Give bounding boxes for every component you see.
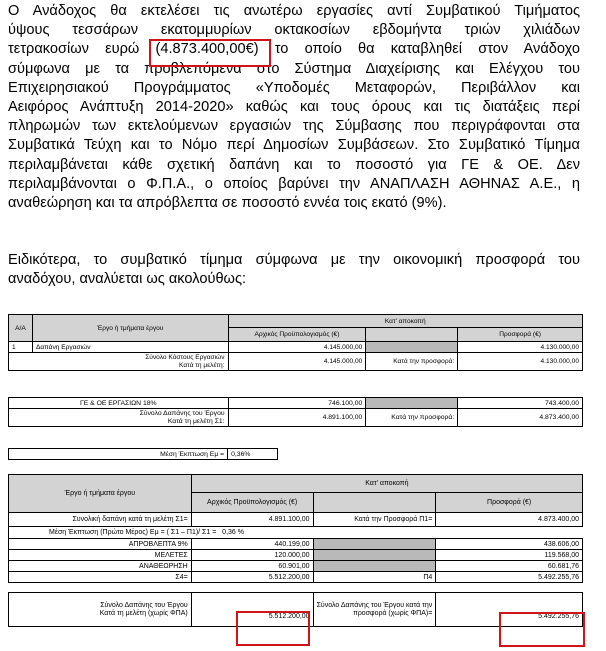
final-offer-highlight-box [499,612,585,647]
intro-paragraph [8,2,580,213]
col-work-header: Έργο ή τμήματα έργου [9,475,192,513]
intro-line: Επιχειρησιακού Προγράμματος «Υποδομές Μεταφορών, Περιβάλλον και [8,79,580,96]
extra-row-initial: 60.901,00 [191,561,313,572]
col-initial-header: Αρχικός Προϋπολογισμός (€) [228,328,366,342]
col-offer-header: Προσφορά (€) [436,493,583,513]
extra-row-mid: Π4 [313,572,436,583]
row-name: Δαπάνη Εργασιών [32,342,228,353]
discount-value: 0,36% [228,449,278,460]
ge-label: ΓΕ & ΟΕ ΕΡΓΑΣΙΩΝ 18% [9,398,229,409]
intro-line: περιλαμβάνεται κάθε σχετική δαπάνη και το ποσοστό για ΓΕ & ΟΕ. Δεν [8,156,580,173]
total-offer: 4.130.000,00 [458,353,583,371]
cost-table-3 [8,474,583,627]
row-initial: 4.145.000,00 [228,342,366,353]
intro-line: τετρακοσίων ευρώ (4.873.400,00€) το οποίο θα καταβληθεί στον Ανάδοχο [8,41,580,58]
final-initial: 5.512.200,00 [191,593,313,627]
total-offer-label: Κατά την προσφορά: [366,353,458,371]
detail-paragraph [8,251,580,289]
extra-row-label: ΑΠΡΟΒΛΕΠΤΑ 9% [9,539,192,550]
extra-row-label: ΑΝΑΘΕΩΡΗΣΗ [9,561,192,572]
cost-table-2 [8,397,583,427]
col-aa-header: Α/Α [9,315,33,342]
intro-line: Ο Ανάδοχος θα εκτελέσει τις ανωτέρω εργασίες αντί Συμβατικού Τιμήματος [8,3,580,19]
final-offer: 5.492.255,76 [436,593,583,627]
sum-initial: 4.891.100,00 [228,409,366,427]
col-katapokopi-header: Κατ' αποκοπή [228,315,582,328]
amount-highlight-box [149,39,271,67]
total-offer: 4.873.400,00 [436,513,583,527]
final-offer-label: Σύνολο Δαπάνης του Έργου κατά την προσφορά (χωρίς ΦΠΑ)= [313,593,436,627]
cost-table-1 [8,314,583,371]
ge-offer: 743.400,00 [458,398,583,409]
ge-initial: 746.100,00 [228,398,366,409]
total-label: Συνολική δαπάνη κατά τη μελέτη Σ1= [9,513,192,527]
total-offer-label: Κατά την Προσφορά Π1= [313,513,436,527]
intro-line: αναθεώρηση και τα απρόβλεπτα σε ποσοστό εννέα τοις εκατό (9%). [8,195,447,212]
extra-row-offer: 5.492.255,76 [436,572,583,583]
final-initial-highlight-box [236,611,310,646]
sum-offer: 4.873.400,00 [458,409,583,427]
extra-row-offer: 119.568,00 [436,550,583,561]
extra-row-label: Σ4= [9,572,192,583]
sum-offer-label: Κατά την προσφορά: [366,409,458,427]
discount-label: Μέση Έκπτωση Εμ = [9,449,228,460]
col-initial-header: Αρχικός Προϋπολογισμός (€) [191,493,313,513]
total-initial: 4.891.100,00 [191,513,313,527]
intro-line: πληρωμών των εκτελούμενων εργασιών της Σύμβασης που περιγράφονται στα [8,118,580,135]
sum-label: Σύνολο Δαπάνης του Έργου Κατά τη μελέτη Σ1: [9,409,229,427]
final-label: Σύνολο Δαπάνης του Έργου Κατά τη μελέτη (χωρίς ΦΠΑ) [9,593,192,627]
extra-row-initial: 120.000,00 [191,550,313,561]
total-initial: 4.145.000,00 [228,353,366,371]
col-work-header: Έργο ή τμήματα έργου [32,315,228,342]
extra-row-initial: 440.199,00 [191,539,313,550]
row-offer: 4.130.000,00 [458,342,583,353]
row-aa: 1 [9,342,33,353]
detail-line: αναδόχου, αναλύεται ως ακολούθως: [8,271,247,288]
discount-row [8,448,278,460]
extra-row-initial: 5.512.200,00 [191,572,313,583]
intro-line: ύψους τεσσάρων εκατομμυρίων οκτακοσίων εβδομήντα τριών χιλιάδων [8,22,580,39]
extra-row-offer: 438.606,00 [436,539,583,550]
disc-line: Μέση Έκπτωση (Πρώτο Μέρος) Εμ = ( Σ1 – Π1)/ Σ1 = 0,36 % [9,527,583,539]
col-offer-header: Προσφορά (€) [458,328,583,342]
intro-line: Αειφόρος Ανάπτυξη 2014-2020» καθώς και τους όρους και τις διατάξεις περί [8,99,580,116]
intro-line: Συμβατικά Τεύχη και το Νόμο περί Δημοσίων Συμβάσεων. Στο Συμβατικό Τίμημα [8,137,580,154]
col-katapokopi-header: Κατ' αποκοπή [191,475,582,493]
total-label: Σύνολο Κόστους Εργασιών Κατά τη μελέτη: [9,353,229,371]
intro-line: σύμφωνα με τα προβλεπόμενα στο Σύστημα Διαχείρισης και Ελέγχου του [8,60,580,77]
detail-line: Ειδικότερα, το συμβατικό τίμημα σύμφωνα με την οικονομική προσφορά του [8,252,580,268]
intro-line: περιλαμβάνονται ο Φ.Π.Α., ο οποίος βαρύνει την ΑΝΑΠΛΑΣΗ ΑΘΗΝΑΣ Α.Ε., η [8,175,580,192]
extra-row-label: ΜΕΛΕΤΕΣ [9,550,192,561]
extra-row-offer: 60.681,76 [436,561,583,572]
